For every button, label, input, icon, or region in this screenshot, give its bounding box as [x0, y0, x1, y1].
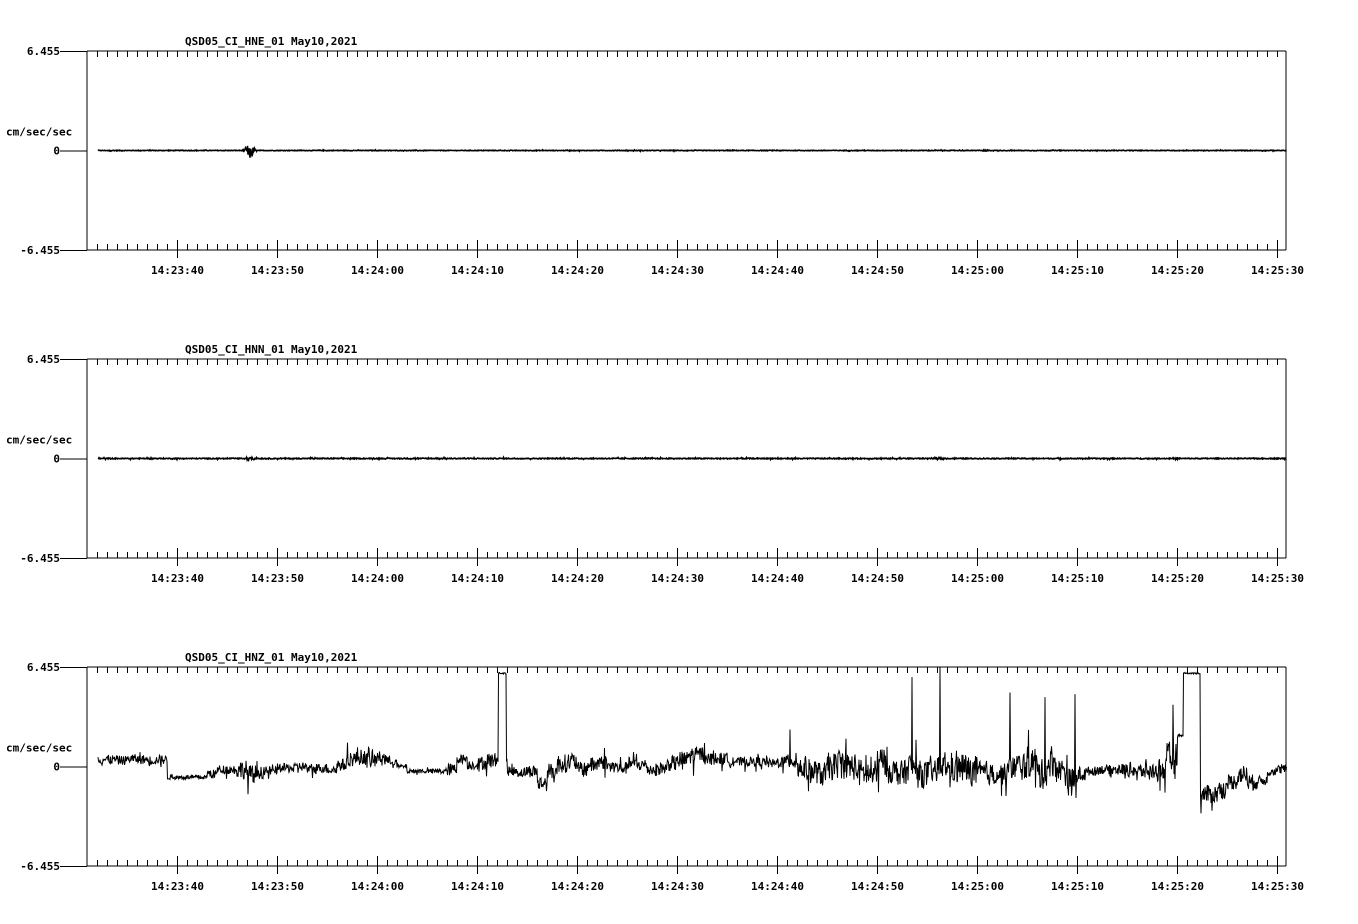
y-zero-label: 0 [53, 760, 60, 774]
y-min-label: -6.455 [20, 552, 60, 565]
time-tick-label: 14:24:00 [351, 572, 404, 585]
y-min-label: -6.455 [20, 860, 60, 873]
y-axis-label: cm/sec/sec [6, 433, 73, 447]
time-tick-label: 14:23:40 [151, 264, 204, 277]
time-tick-label: 14:25:00 [951, 264, 1004, 277]
time-tick-label: 14:24:30 [651, 264, 704, 277]
time-tick-label: 14:24:20 [551, 264, 604, 277]
waveform-trace [98, 667, 1287, 813]
y-zero-label: 0 [53, 452, 60, 466]
time-tick-label: 14:24:00 [351, 264, 404, 277]
waveform-trace [98, 146, 1287, 158]
time-tick-label: 14:23:50 [251, 264, 304, 277]
time-tick-label: 14:24:10 [451, 880, 504, 893]
y-axis-label: cm/sec/sec [6, 125, 73, 139]
panel-title: QSD05_CI_HNN_01 May10,2021 [185, 343, 358, 356]
time-tick-label: 14:24:50 [851, 264, 904, 277]
y-max-label: 6.455 [26, 353, 60, 366]
panel-1 [6, 35, 1304, 277]
time-tick-label: 14:24:50 [851, 880, 904, 893]
time-tick-label: 14:23:50 [251, 572, 304, 585]
time-tick-label: 14:25:30 [1251, 572, 1304, 585]
time-tick-label: 14:24:00 [351, 880, 404, 893]
time-tick-label: 14:25:20 [1151, 880, 1204, 893]
time-tick-label: 14:25:10 [1051, 880, 1104, 893]
time-tick-label: 14:24:10 [451, 572, 504, 585]
time-tick-label: 14:24:40 [751, 572, 804, 585]
time-tick-label: 14:25:20 [1151, 572, 1204, 585]
panel-title: QSD05_CI_HNZ_01 May10,2021 [185, 651, 358, 664]
y-axis-label: cm/sec/sec [6, 741, 73, 755]
time-tick-label: 14:24:40 [751, 880, 804, 893]
panel-3 [6, 651, 1304, 893]
time-tick-label: 14:24:30 [651, 880, 704, 893]
time-tick-label: 14:24:40 [751, 264, 804, 277]
time-tick-label: 14:25:30 [1251, 880, 1304, 893]
time-tick-label: 14:24:20 [551, 572, 604, 585]
time-tick-label: 14:25:20 [1151, 264, 1204, 277]
y-max-label: 6.455 [26, 45, 60, 58]
time-tick-label: 14:23:50 [251, 880, 304, 893]
time-tick-label: 14:25:00 [951, 880, 1004, 893]
time-tick-label: 14:24:20 [551, 880, 604, 893]
time-tick-label: 14:24:10 [451, 264, 504, 277]
time-tick-label: 14:24:50 [851, 572, 904, 585]
y-max-label: 6.455 [26, 661, 60, 674]
panel-2 [6, 343, 1304, 585]
time-tick-label: 14:25:10 [1051, 572, 1104, 585]
time-tick-label: 14:25:30 [1251, 264, 1304, 277]
waveform-trace [98, 457, 1287, 460]
time-tick-label: 14:23:40 [151, 880, 204, 893]
time-tick-label: 14:25:10 [1051, 264, 1104, 277]
time-tick-label: 14:24:30 [651, 572, 704, 585]
time-tick-label: 14:23:40 [151, 572, 204, 585]
y-zero-label: 0 [53, 144, 60, 158]
time-tick-label: 14:25:00 [951, 572, 1004, 585]
y-min-label: -6.455 [20, 244, 60, 257]
panel-title: QSD05_CI_HNE_01 May10,2021 [185, 35, 358, 48]
